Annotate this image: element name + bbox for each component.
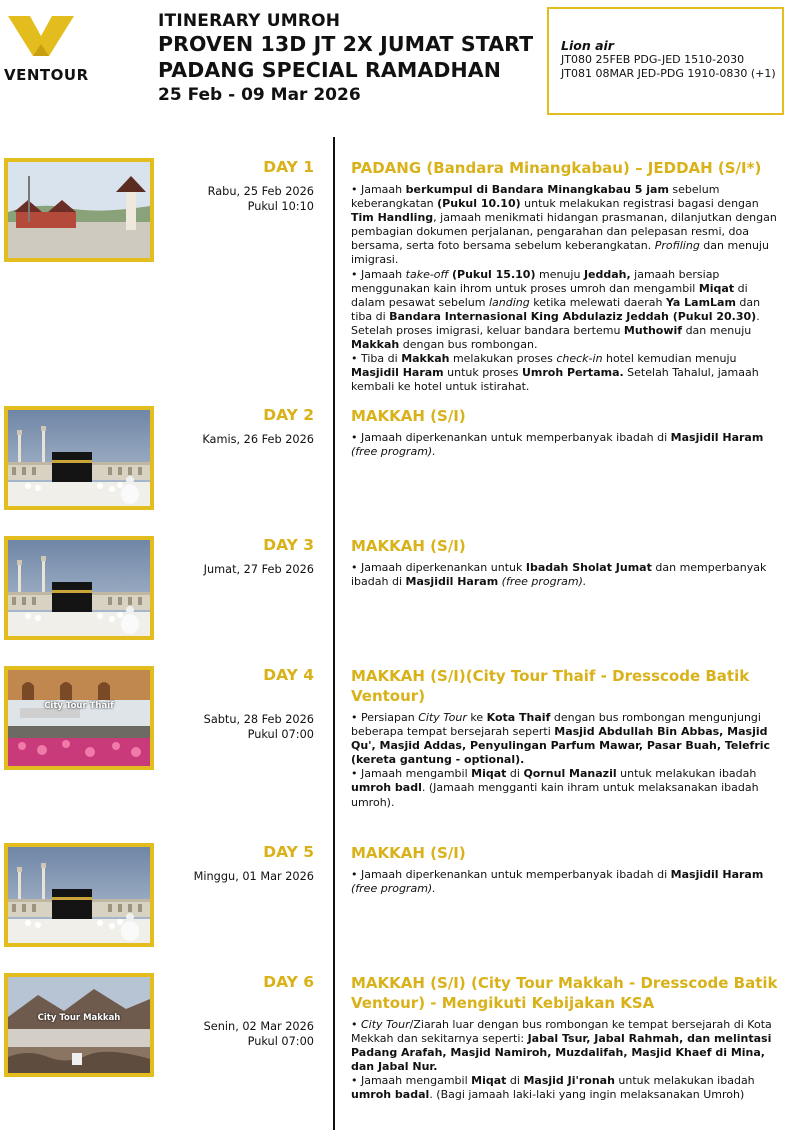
text-run: menuju bbox=[535, 267, 584, 281]
bold-text: umroh badl bbox=[351, 781, 422, 795]
text-run: untuk melakukan ibadah bbox=[614, 1074, 755, 1088]
trip-dates: 25 Feb - 09 Mar 2026 bbox=[158, 85, 361, 105]
text-run: untuk melakukan registrasi bagasi dengan bbox=[520, 197, 759, 211]
text-run: dengan bus rombongan. bbox=[399, 338, 538, 352]
text-run: ketika melewati daerah bbox=[529, 295, 666, 309]
day-photo bbox=[4, 973, 154, 1077]
text-run: dan menuju imigrasi. bbox=[351, 239, 769, 267]
day-date-text: Sabtu, 28 Feb 2026 bbox=[203, 713, 314, 726]
bold-text: Masjid Abdullah Bin Abbas, Masjid Qu', Masjid Addas, Penyulingan Parfum Mawar, Pasar Buah, Telefric (kereta gantung - optional). bbox=[351, 725, 771, 767]
day-date-text: Minggu, 01 Mar 2026 bbox=[193, 870, 314, 883]
bold-text: Masjidil Haram bbox=[670, 431, 764, 444]
italic-text: check-in bbox=[556, 352, 603, 366]
text-run: . (Bagi jamaah laki-laki yang ingin melaksanakan Umroh) bbox=[429, 1088, 745, 1102]
text-run: di dalam pesawat sebelum bbox=[351, 281, 748, 309]
airline-name: Lion air bbox=[561, 38, 614, 53]
day-photo bbox=[4, 158, 154, 262]
day-time-text: Pukul 10:10 bbox=[247, 200, 314, 213]
text-run: jamaah bersiap menggunakan kain ihrom untuk proses umroh dan mengambil bbox=[351, 267, 720, 295]
bold-text: Bandara Internasional King Abdulaziz Jeddah (Pukul 20.30) bbox=[389, 309, 757, 323]
day-label: DAY 5 bbox=[263, 843, 314, 861]
text-run: dan menuju bbox=[682, 323, 752, 337]
flight-leg-return: JT081 08MAR JED-PDG 1910-0830 (+1) bbox=[561, 67, 776, 80]
text-run: , jamaah menikmati hidangan prasmanan, dilanjutkan dengan pembagian dokumen perjalanan, pengarahan dan pelepasan resmi, doa bersama, serta foto bersama sebelum keberangkatan. bbox=[351, 211, 777, 253]
day-paragraph bbox=[351, 431, 783, 459]
bold-text: Miqat bbox=[698, 281, 735, 295]
day-paragraph bbox=[351, 868, 783, 896]
timeline-divider bbox=[333, 137, 335, 1130]
text-run: di bbox=[506, 767, 524, 781]
bold-text: Miqat bbox=[471, 1074, 507, 1088]
day-date-text: Kamis, 26 Feb 2026 bbox=[202, 433, 314, 446]
day-time-text: Pukul 07:00 bbox=[247, 1035, 314, 1048]
day-title: MAKKAH (S/I) bbox=[351, 537, 466, 555]
day-photo bbox=[4, 666, 154, 770]
day-paragraph bbox=[351, 183, 783, 268]
day-paragraph bbox=[351, 767, 783, 809]
bold-text: Masjid Ji'ronah bbox=[523, 1074, 615, 1088]
bold-text: (Pukul 10.10) bbox=[437, 197, 521, 211]
day-title: PADANG (Bandara Minangkabau) – JEDDAH (S/I*) bbox=[351, 159, 762, 177]
day-date bbox=[204, 1019, 314, 1049]
day-paragraph bbox=[351, 1074, 783, 1102]
bold-text: umroh badal bbox=[351, 1088, 430, 1102]
package-name-line1: PROVEN 13D JT 2X JUMAT START bbox=[158, 32, 534, 56]
day-label: DAY 2 bbox=[263, 406, 314, 424]
brand-name: VENTOUR bbox=[4, 66, 89, 84]
bold-text: (Pukul 15.10) bbox=[451, 267, 536, 281]
bold-text: berkumpul di Bandara Minangkabau 5 jam bbox=[405, 183, 669, 196]
day-date bbox=[202, 432, 314, 447]
bold-text: Makkah bbox=[401, 352, 450, 366]
text-run: • Jamaah diperkenankan untuk bbox=[351, 561, 526, 574]
day-title: MAKKAH (S/I) bbox=[351, 407, 466, 425]
bold-text: Jabal Tsur, Jabal Rahmah, dan melintasi Padang Arafah, Masjid Namiroh, Muzdalifah, Masjid Khaef di Mina, dan Jabal Nur. bbox=[351, 1032, 772, 1074]
bold-text: Makkah bbox=[351, 338, 400, 352]
flight-leg-outbound: JT080 25FEB PDG-JED 1510-2030 bbox=[561, 53, 745, 66]
day-title: MAKKAH (S/I)(City Tour Thaif - Dresscode Batik Ventour) bbox=[351, 667, 750, 705]
day-date-text: Jumat, 27 Feb 2026 bbox=[203, 563, 314, 576]
day-paragraph bbox=[351, 711, 783, 767]
day-content bbox=[351, 158, 783, 394]
text-run: Setelah Tahalul, jamaah kembali ke hotel untuk istirahat. bbox=[351, 366, 759, 394]
day-date-text: Senin, 02 Mar 2026 bbox=[203, 1020, 314, 1033]
day-content bbox=[351, 406, 783, 459]
ventour-logo-icon bbox=[6, 14, 76, 64]
text-run: • Tiba di bbox=[351, 352, 402, 366]
text-run: dengan bus rombongan mengunjungi beberapa tempat bersejarah seperti bbox=[351, 711, 761, 739]
italic-text: (free program). bbox=[501, 575, 587, 589]
text-run: • Jamaah bbox=[351, 183, 406, 196]
day-time-text: Pukul 07:00 bbox=[247, 728, 314, 741]
day-paragraph bbox=[351, 1018, 783, 1074]
day-content bbox=[351, 666, 783, 810]
day-date bbox=[208, 184, 314, 214]
day-photo bbox=[4, 536, 154, 640]
text-run: • Jamaah diperkenankan untuk memperbanyak ibadah di bbox=[351, 431, 671, 444]
italic-text: City Tour bbox=[418, 711, 467, 724]
text-run: • Persiapan bbox=[351, 711, 419, 724]
bold-text: Umroh Pertama. bbox=[521, 366, 624, 380]
bold-text: Muthowif bbox=[623, 323, 683, 337]
day-date-text: Rabu, 25 Feb 2026 bbox=[207, 185, 314, 198]
day-content bbox=[351, 843, 783, 896]
day-content bbox=[351, 536, 783, 589]
text-run: /Ziarah luar dengan bus rombongan ke tempat bersejarah di Kota Mekkah dan sekitarnya seperti: bbox=[351, 1018, 772, 1046]
day-date bbox=[194, 869, 314, 884]
text-run: • Jamaah diperkenankan untuk memperbanyak ibadah di bbox=[351, 868, 671, 881]
text-run: • Jamaah mengambil bbox=[351, 767, 472, 781]
photo-caption: City Tour Thaif bbox=[44, 701, 114, 711]
bold-text: Masjidil Haram bbox=[405, 575, 499, 589]
italic-text: Profiling bbox=[654, 239, 700, 253]
bold-text: Kota Thaif bbox=[486, 711, 551, 724]
text-run: • bbox=[351, 1018, 361, 1031]
itinerary-label: ITINERARY UMROH bbox=[158, 11, 341, 31]
text-run: untuk melakukan ibadah bbox=[616, 767, 757, 781]
italic-text: City Tour bbox=[361, 1018, 410, 1031]
text-run: sebelum keberangkatan bbox=[351, 183, 720, 211]
italic-text: landing bbox=[489, 295, 530, 309]
ventour-logo bbox=[4, 14, 88, 84]
bold-text: Tim Handling bbox=[351, 211, 434, 225]
text-run: di bbox=[506, 1074, 524, 1088]
day-title: MAKKAH (S/I) bbox=[351, 844, 466, 862]
bold-text: Ibadah Sholat Jumat bbox=[525, 561, 652, 574]
italic-text: (free program). bbox=[351, 445, 436, 459]
day-label: DAY 6 bbox=[263, 973, 314, 991]
text-run: untuk proses bbox=[443, 366, 522, 380]
bold-text: Ya LamLam bbox=[665, 295, 736, 309]
text-run: hotel kemudian menuju bbox=[602, 352, 737, 366]
day-label: DAY 1 bbox=[263, 158, 314, 176]
bold-text: Masjidil Haram bbox=[351, 366, 444, 380]
text-run: • Jamaah mengambil bbox=[351, 1074, 472, 1088]
day-date bbox=[204, 562, 314, 577]
itinerary-title bbox=[158, 11, 548, 105]
bold-text: Jeddah, bbox=[583, 267, 631, 281]
text-run: dan tiba di bbox=[351, 295, 761, 323]
italic-text: (free program). bbox=[351, 882, 436, 896]
bold-text: Miqat bbox=[471, 767, 507, 781]
text-run: dan memperbanyak ibadah di bbox=[351, 561, 767, 589]
day-label: DAY 3 bbox=[263, 536, 314, 554]
text-run: ke bbox=[466, 711, 487, 724]
day-photo bbox=[4, 843, 154, 947]
photo-caption: City Tour Makkah bbox=[37, 1013, 121, 1023]
day-label: DAY 4 bbox=[263, 666, 314, 684]
day-paragraph bbox=[351, 352, 783, 394]
day-paragraph bbox=[351, 268, 783, 353]
package-name-line2: PADANG SPECIAL RAMADHAN bbox=[158, 58, 501, 82]
day-photo bbox=[4, 406, 154, 510]
bold-text: Masjidil Haram bbox=[670, 868, 764, 881]
day-paragraph bbox=[351, 561, 783, 589]
text-run: • Jamaah bbox=[351, 267, 406, 281]
flight-info-box bbox=[547, 7, 784, 115]
text-run: melakukan proses bbox=[449, 352, 557, 366]
italic-text: take-off bbox=[405, 267, 449, 281]
bold-text: Qornul Manazil bbox=[523, 767, 617, 781]
day-date bbox=[204, 712, 314, 742]
text-run: . Setelah proses imigrasi, keluar bandara bertemu bbox=[351, 309, 760, 337]
day-content bbox=[351, 973, 783, 1103]
text-run: . (Jamaah mengganti kain ihram untuk melaksanakan ibadah umroh). bbox=[351, 781, 759, 809]
day-title: MAKKAH (S/I) (City Tour Makkah - Dresscode Batik Ventour) - Mengikuti Kebijakan KSA bbox=[351, 974, 778, 1012]
